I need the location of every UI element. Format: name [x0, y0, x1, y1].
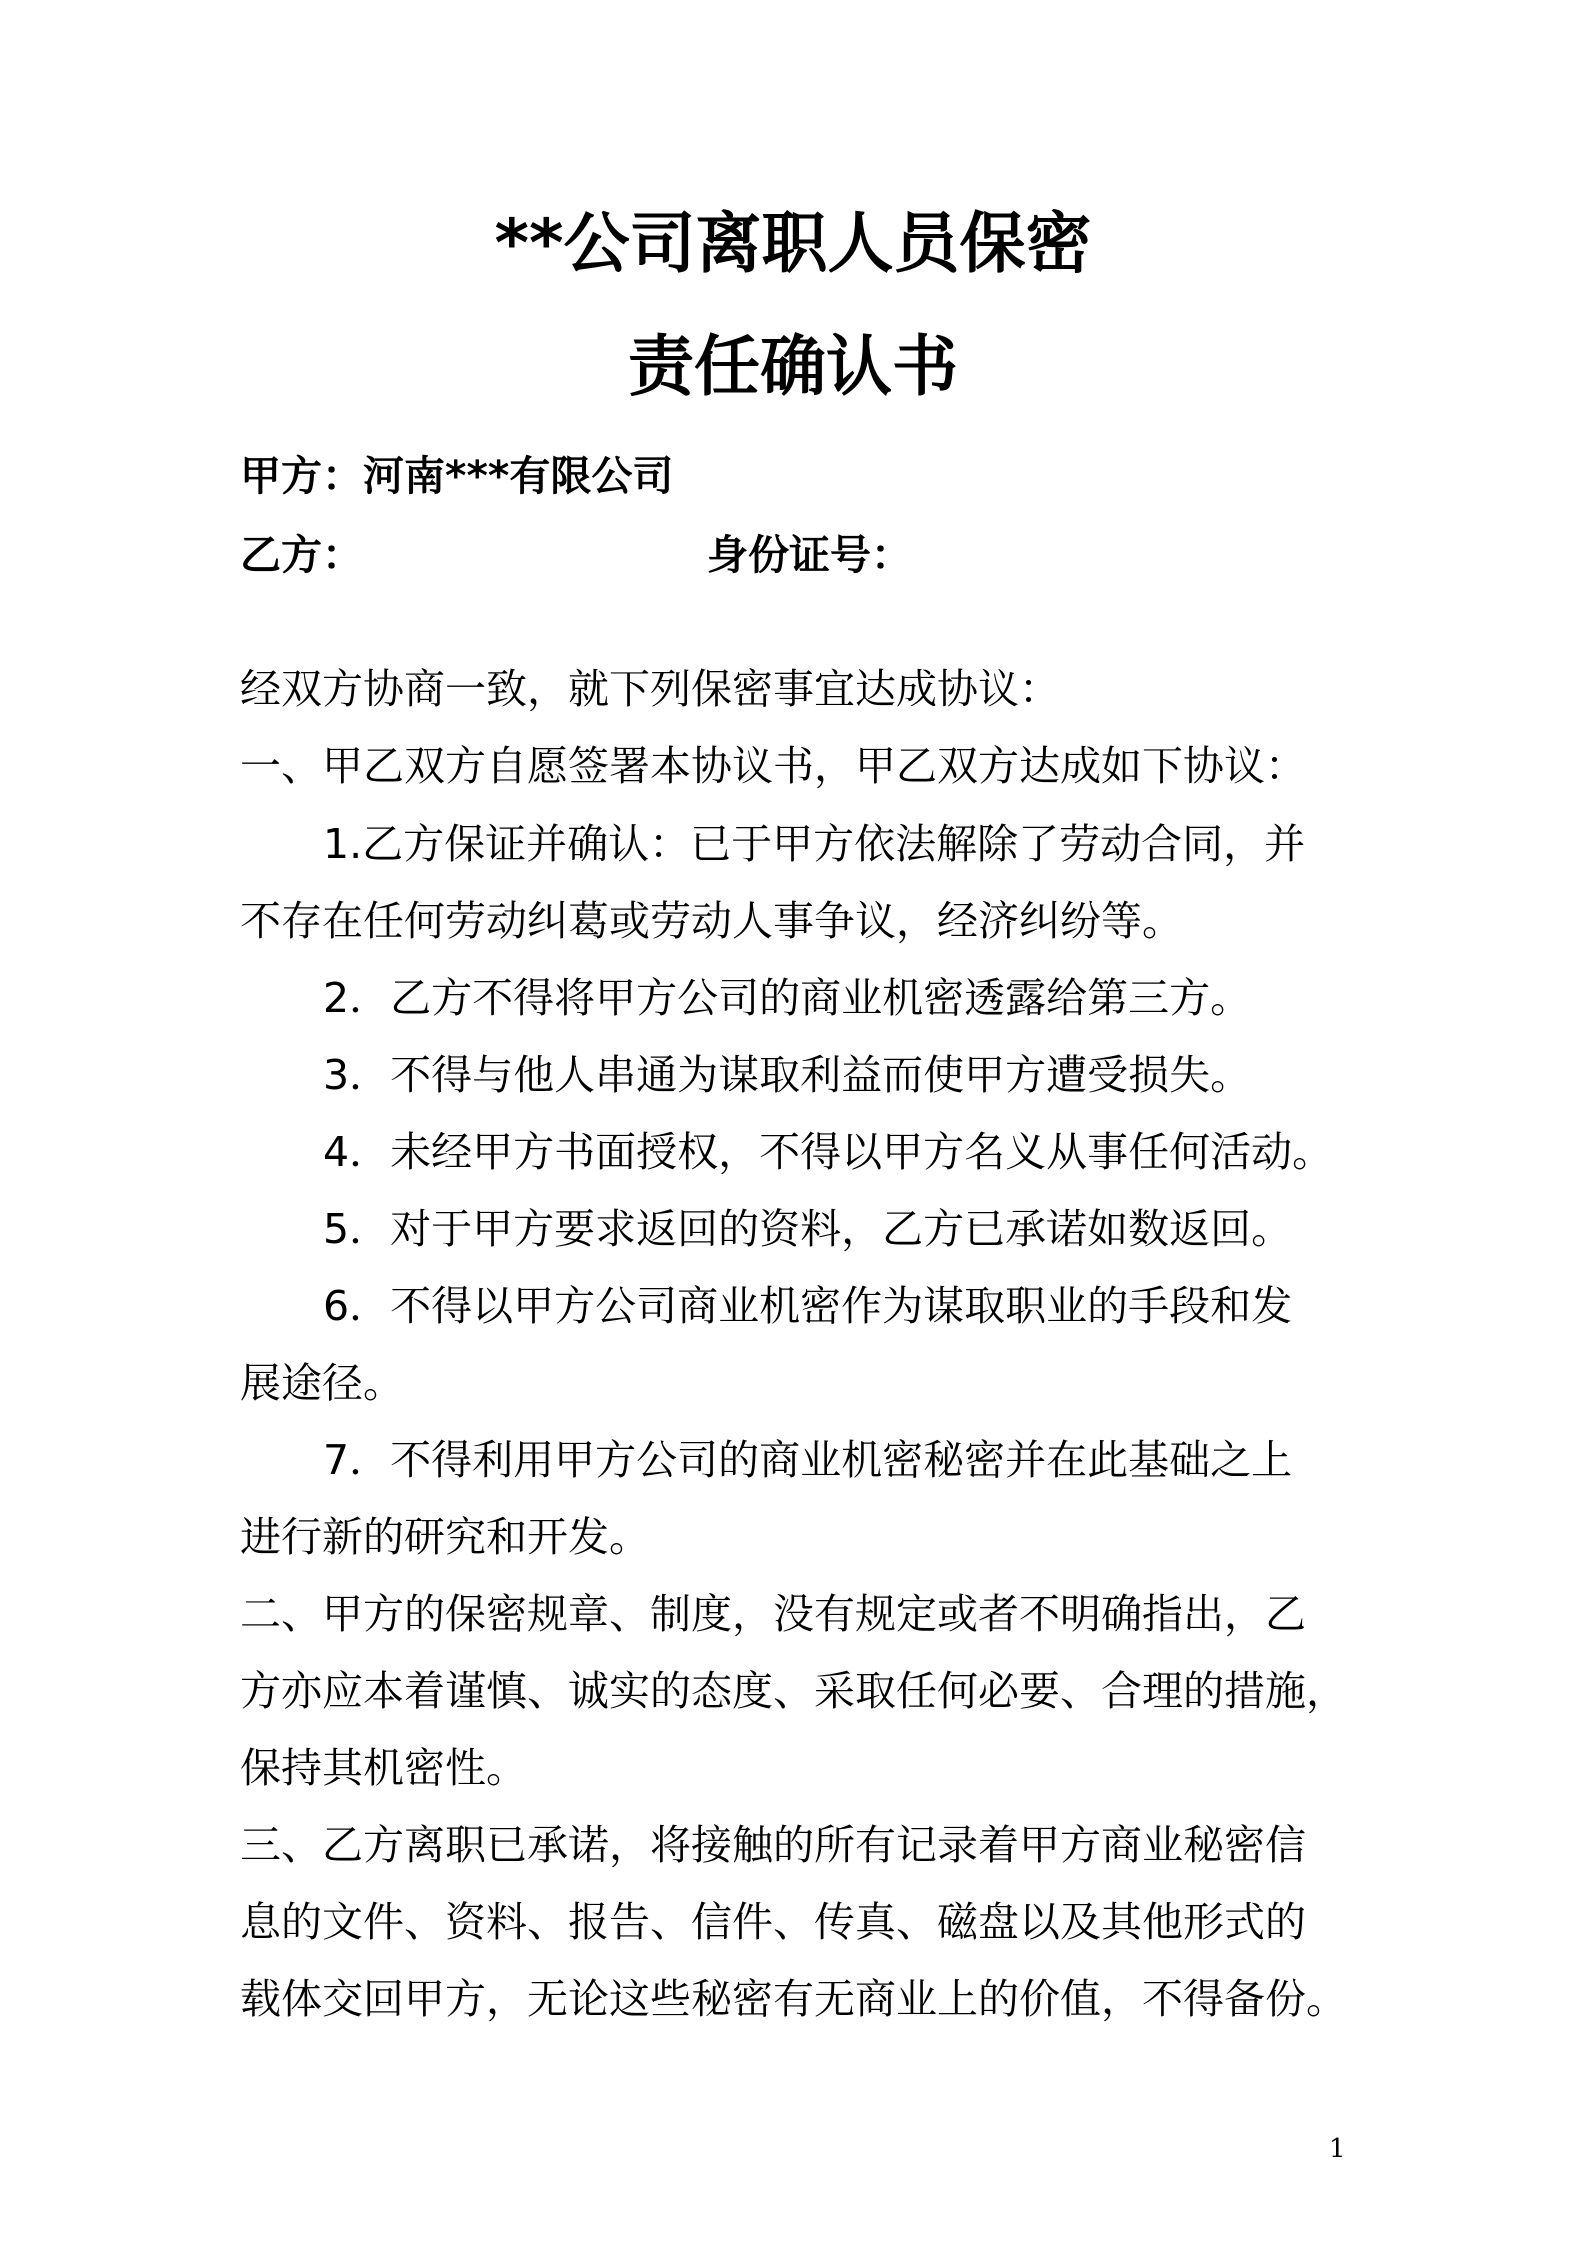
item-7-line-2: 进行新的研究和开发。 — [240, 1513, 650, 1561]
party-b-label: 乙方： — [240, 531, 363, 579]
item-1-line-1: 1.乙方保证并确认：已于甲方依法解除了劳动合同，并 — [323, 820, 1306, 868]
section-3-line-1: 三、乙方离职已承诺，将接触的所有记录着甲方商业秘密信 — [240, 1821, 1306, 1869]
item-3: 3．不得与他人串通为谋取利益而使甲方遭受损失。 — [323, 1051, 1252, 1099]
item-6-line-2: 展途径。 — [240, 1359, 404, 1407]
item-7-line-1: 7．不得利用甲方公司的商业机密秘密并在此基础之上 — [323, 1436, 1293, 1484]
document-title-line-2: 责任确认书 — [628, 328, 958, 405]
section-1-heading: 一、甲乙双方自愿签署本协议书，甲乙双方达成如下协议： — [240, 742, 1306, 790]
document-title-line-1: **公司离职人员保密 — [494, 205, 1092, 282]
item-4: 4．未经甲方书面授权，不得以甲方名义从事任何活动。 — [323, 1128, 1334, 1176]
page-number: 1 — [1329, 2134, 1346, 2164]
section-2-line-1: 二、甲方的保密规章、制度，没有规定或者不明确指出，乙 — [240, 1590, 1306, 1638]
item-6-line-1: 6．不得以甲方公司商业机密作为谋取职业的手段和发 — [323, 1282, 1293, 1330]
party-a-line: 甲方：河南***有限公司 — [240, 452, 674, 500]
item-1-line-2: 不存在任何劳动纠葛或劳动人事争议，经济纠纷等。 — [240, 897, 1183, 945]
item-5: 5．对于甲方要求返回的资料，乙方已承诺如数返回。 — [323, 1205, 1293, 1253]
section-3-line-2: 息的文件、资料、报告、信件、传真、磁盘以及其他形式的 — [240, 1898, 1306, 1946]
section-2-line-2: 方亦应本着谨慎、诚实的态度、采取任何必要、合理的措施， — [240, 1667, 1347, 1715]
section-3-line-3: 载体交回甲方，无论这些秘密有无商业上的价值，不得备份。 — [240, 1975, 1347, 2023]
id-number-label: 身份证号： — [707, 531, 912, 579]
intro-paragraph: 经双方协商一致，就下列保密事宜达成协议： — [240, 665, 1060, 713]
item-2: 2．乙方不得将甲方公司的商业机密透露给第三方。 — [323, 974, 1252, 1022]
section-2-line-3: 保持其机密性。 — [240, 1744, 527, 1792]
